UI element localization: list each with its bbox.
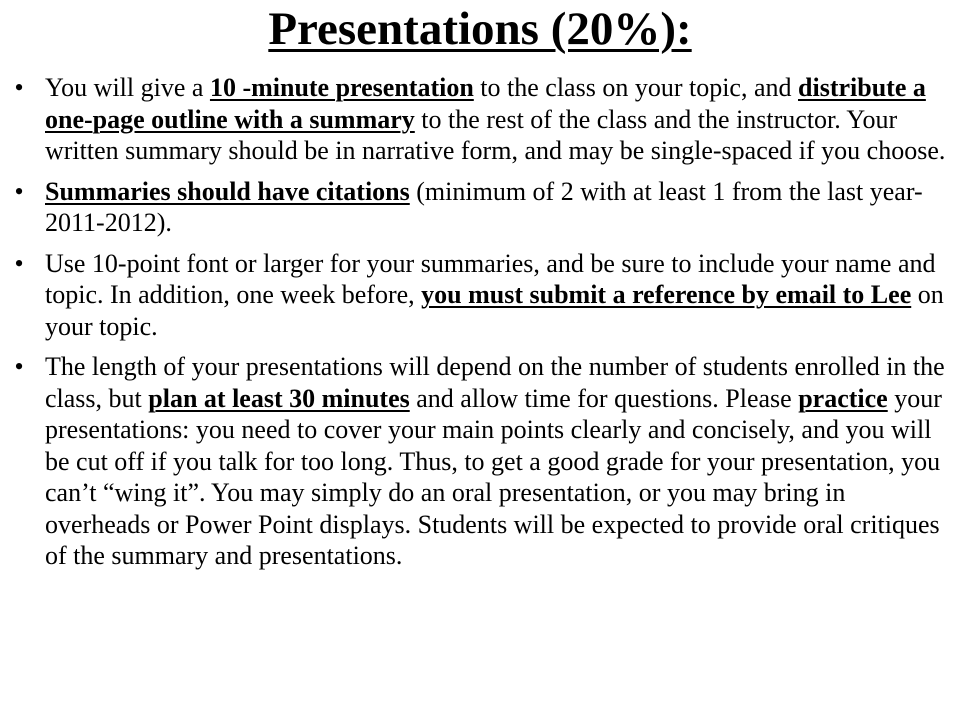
emphasized-text: plan at least 30 minutes bbox=[148, 383, 410, 413]
emphasized-text: 10 -minute presentation bbox=[209, 73, 474, 102]
bullet-dot-icon: • bbox=[14, 176, 24, 206]
bullet-text: (minimum of 2 with at least 1 from the last year-2011-2012). bbox=[45, 176, 923, 237]
bullet-dot-icon: • bbox=[14, 352, 24, 381]
bullet-dot-icon: • bbox=[14, 73, 24, 102]
slide-title: Presentations (20%): bbox=[268, 3, 692, 55]
bullet-dot-icon: • bbox=[14, 248, 24, 278]
bullet-text: to the rest of the class and the instructor. Your written summary should be in narrative form, and may be single-spaced if you choose. bbox=[45, 104, 946, 165]
bullet-item bbox=[0, 72, 960, 167]
emphasized-text: Summaries should have citations bbox=[45, 176, 410, 206]
bullet-text: your presentations: you need to cover your main points clearly and concisely, and you will be cut off if you talk for too long. Thus, to get a good grade for your presentation, you can’t “wing it”. You may simply do an oral presentation, or you may bring in overheads or Power Point displays. Students will be expected to provide oral critiques of the summary and presentations. bbox=[45, 383, 942, 570]
bullet-text: The length of your presentations will depend on the number of students enrolled in the class, but bbox=[45, 352, 945, 413]
bullet-text: and allow time for questions. Please bbox=[409, 383, 799, 413]
bullet-text: You will give a bbox=[45, 73, 210, 102]
bullet-text: to the class on your topic, and bbox=[473, 73, 799, 102]
emphasized-text: you must submit a reference by email to Lee bbox=[421, 280, 912, 309]
emphasized-text: practice bbox=[798, 383, 888, 413]
bullet-item bbox=[0, 351, 960, 572]
bullet-list bbox=[0, 72, 960, 581]
emphasized-text: distribute a one-page outline with a summary bbox=[45, 73, 926, 134]
bullet-text: Use 10-point font or larger for your summaries, and be sure to include your name and topic. In addition, one week before, bbox=[45, 248, 936, 309]
bullet-item bbox=[0, 248, 960, 343]
bullet-text: on your topic. bbox=[45, 280, 944, 341]
bullet-item bbox=[0, 176, 960, 239]
